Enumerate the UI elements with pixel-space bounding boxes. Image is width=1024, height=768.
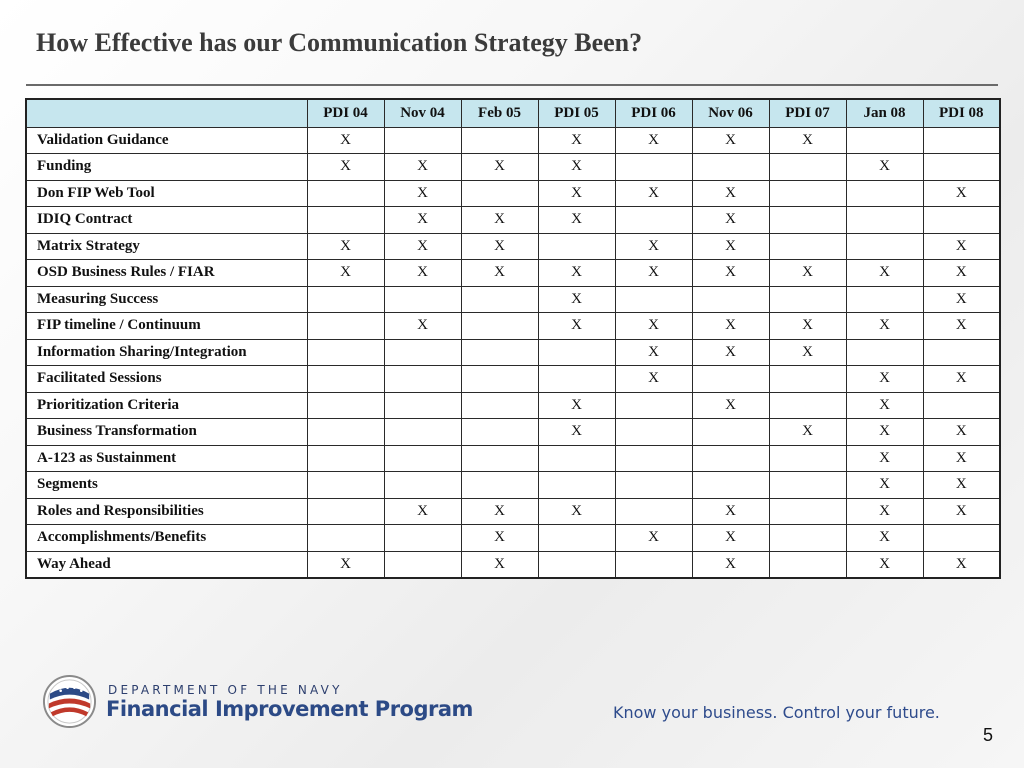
mark-cell: X: [923, 445, 1000, 472]
mark-cell: X: [923, 286, 1000, 313]
slide-title: How Effective has our Communication Strategy Been?: [36, 28, 643, 57]
table-row: [26, 127, 1000, 154]
column-header: Nov 04: [384, 99, 461, 127]
table-row: [26, 419, 1000, 446]
mark-cell: [692, 472, 769, 499]
mark-cell: [769, 498, 846, 525]
mark-cell: [307, 207, 384, 234]
table-row: [26, 313, 1000, 340]
mark-cell: X: [846, 419, 923, 446]
mark-cell: X: [307, 154, 384, 181]
mark-cell: X: [923, 498, 1000, 525]
table-row: [26, 525, 1000, 552]
mark-cell: X: [615, 525, 692, 552]
row-label: Roles and Responsibilities: [26, 498, 307, 525]
mark-cell: [615, 419, 692, 446]
mark-cell: X: [692, 127, 769, 154]
mark-cell: [923, 525, 1000, 552]
mark-cell: [384, 445, 461, 472]
row-label: Measuring Success: [26, 286, 307, 313]
mark-cell: [923, 207, 1000, 234]
mark-cell: [615, 445, 692, 472]
mark-cell: [307, 525, 384, 552]
mark-cell: [384, 551, 461, 578]
column-header: Feb 05: [461, 99, 538, 127]
mark-cell: [384, 127, 461, 154]
mark-cell: X: [538, 207, 615, 234]
row-label: Matrix Strategy: [26, 233, 307, 260]
mark-cell: [307, 419, 384, 446]
mark-cell: [538, 366, 615, 393]
mark-cell: [461, 419, 538, 446]
mark-cell: X: [692, 339, 769, 366]
mark-cell: [769, 392, 846, 419]
table-row: [26, 445, 1000, 472]
mark-cell: X: [384, 233, 461, 260]
mark-cell: [692, 445, 769, 472]
mark-cell: X: [461, 551, 538, 578]
mark-cell: X: [923, 180, 1000, 207]
mark-cell: [769, 525, 846, 552]
mark-cell: X: [384, 260, 461, 287]
table-row: [26, 233, 1000, 260]
mark-cell: [461, 366, 538, 393]
mark-cell: X: [538, 313, 615, 340]
mark-cell: [692, 286, 769, 313]
mark-cell: X: [538, 260, 615, 287]
mark-cell: X: [615, 260, 692, 287]
mark-cell: [615, 286, 692, 313]
mark-cell: X: [538, 154, 615, 181]
mark-cell: [461, 472, 538, 499]
header-corner-cell: [26, 99, 307, 127]
mark-cell: [461, 127, 538, 154]
mark-cell: X: [846, 525, 923, 552]
mark-cell: [615, 472, 692, 499]
mark-cell: [615, 392, 692, 419]
column-header: PDI 05: [538, 99, 615, 127]
mark-cell: X: [384, 180, 461, 207]
mark-cell: X: [307, 127, 384, 154]
mark-cell: X: [615, 233, 692, 260]
mark-cell: [769, 445, 846, 472]
mark-cell: X: [461, 498, 538, 525]
mark-cell: X: [846, 392, 923, 419]
mark-cell: X: [307, 233, 384, 260]
mark-cell: X: [384, 207, 461, 234]
mark-cell: [923, 392, 1000, 419]
mark-cell: X: [538, 286, 615, 313]
column-header: PDI 06: [615, 99, 692, 127]
row-label: FIP timeline / Continuum: [26, 313, 307, 340]
mark-cell: X: [384, 313, 461, 340]
mark-cell: [846, 339, 923, 366]
mark-cell: [692, 154, 769, 181]
row-label: Validation Guidance: [26, 127, 307, 154]
table-row: [26, 339, 1000, 366]
mark-cell: [461, 286, 538, 313]
row-label: Funding: [26, 154, 307, 181]
mark-cell: X: [692, 525, 769, 552]
mark-cell: X: [615, 339, 692, 366]
mark-cell: X: [846, 366, 923, 393]
table-row: [26, 207, 1000, 234]
mark-cell: [307, 472, 384, 499]
mark-cell: X: [769, 127, 846, 154]
mark-cell: X: [846, 498, 923, 525]
table-row: [26, 260, 1000, 287]
mark-cell: [538, 472, 615, 499]
mark-cell: X: [846, 445, 923, 472]
table-row: [26, 366, 1000, 393]
mark-cell: X: [384, 154, 461, 181]
mark-cell: X: [846, 472, 923, 499]
table-row: [26, 551, 1000, 578]
mark-cell: [538, 525, 615, 552]
header-row: [26, 99, 1000, 127]
mark-cell: [461, 313, 538, 340]
mark-cell: [307, 498, 384, 525]
row-label: Prioritization Criteria: [26, 392, 307, 419]
mark-cell: X: [846, 260, 923, 287]
mark-cell: X: [538, 419, 615, 446]
mark-cell: X: [307, 260, 384, 287]
mark-cell: X: [692, 180, 769, 207]
mark-cell: X: [923, 260, 1000, 287]
mark-cell: [769, 366, 846, 393]
table-row: [26, 472, 1000, 499]
mark-cell: X: [461, 154, 538, 181]
mark-cell: [692, 366, 769, 393]
mark-cell: X: [692, 207, 769, 234]
mark-cell: [615, 154, 692, 181]
mark-cell: X: [692, 313, 769, 340]
mark-cell: X: [769, 260, 846, 287]
column-header: PDI 04: [307, 99, 384, 127]
navy-fip-logo-icon: [42, 674, 97, 729]
mark-cell: [846, 286, 923, 313]
mark-cell: X: [538, 392, 615, 419]
row-label: Way Ahead: [26, 551, 307, 578]
row-label: Business Transformation: [26, 419, 307, 446]
mark-cell: [923, 154, 1000, 181]
mark-cell: [538, 551, 615, 578]
mark-cell: [461, 392, 538, 419]
mark-cell: X: [923, 313, 1000, 340]
mark-cell: X: [692, 392, 769, 419]
mark-cell: X: [692, 551, 769, 578]
mark-cell: [615, 551, 692, 578]
tagline: Know your business. Control your future.: [613, 703, 940, 722]
mark-cell: [846, 233, 923, 260]
mark-cell: [384, 525, 461, 552]
mark-cell: X: [461, 525, 538, 552]
mark-cell: [307, 445, 384, 472]
mark-cell: X: [461, 260, 538, 287]
mark-cell: [769, 472, 846, 499]
mark-cell: X: [769, 313, 846, 340]
row-label: IDIQ Contract: [26, 207, 307, 234]
table-row: [26, 498, 1000, 525]
mark-cell: [461, 445, 538, 472]
mark-cell: [769, 180, 846, 207]
mark-cell: [769, 207, 846, 234]
title-divider: [26, 84, 998, 86]
mark-cell: X: [923, 551, 1000, 578]
mark-cell: [307, 286, 384, 313]
mark-cell: X: [615, 127, 692, 154]
mark-cell: X: [538, 127, 615, 154]
mark-cell: [384, 419, 461, 446]
mark-cell: X: [615, 180, 692, 207]
mark-cell: [461, 180, 538, 207]
row-label: Facilitated Sessions: [26, 366, 307, 393]
mark-cell: X: [461, 207, 538, 234]
mark-cell: [846, 207, 923, 234]
table-row: [26, 286, 1000, 313]
mark-cell: [307, 366, 384, 393]
row-label: OSD Business Rules / FIAR: [26, 260, 307, 287]
table-row: [26, 154, 1000, 181]
communication-matrix-table: [25, 98, 1001, 579]
table-row: [26, 392, 1000, 419]
department-name: DEPARTMENT OF THE NAVY: [108, 683, 343, 697]
mark-cell: X: [461, 233, 538, 260]
table-row: [26, 180, 1000, 207]
mark-cell: [384, 339, 461, 366]
mark-cell: [384, 472, 461, 499]
mark-cell: [384, 392, 461, 419]
mark-cell: [769, 551, 846, 578]
mark-cell: X: [923, 366, 1000, 393]
mark-cell: [923, 127, 1000, 154]
mark-cell: [769, 154, 846, 181]
column-header: Nov 06: [692, 99, 769, 127]
column-header: PDI 08: [923, 99, 1000, 127]
row-label: Segments: [26, 472, 307, 499]
program-name: Financial Improvement Program: [106, 697, 473, 721]
mark-cell: X: [538, 180, 615, 207]
mark-cell: [615, 498, 692, 525]
column-header: PDI 07: [769, 99, 846, 127]
mark-cell: [307, 339, 384, 366]
mark-cell: X: [692, 498, 769, 525]
mark-cell: X: [692, 260, 769, 287]
mark-cell: X: [538, 498, 615, 525]
mark-cell: X: [307, 551, 384, 578]
page-number: 5: [983, 725, 994, 745]
mark-cell: [769, 233, 846, 260]
mark-cell: [307, 180, 384, 207]
mark-cell: [384, 366, 461, 393]
row-label: A-123 as Sustainment: [26, 445, 307, 472]
mark-cell: X: [769, 419, 846, 446]
mark-cell: X: [923, 419, 1000, 446]
mark-cell: [615, 207, 692, 234]
mark-cell: [769, 286, 846, 313]
mark-cell: X: [769, 339, 846, 366]
mark-cell: [307, 313, 384, 340]
row-label: Accomplishments/Benefits: [26, 525, 307, 552]
mark-cell: [538, 233, 615, 260]
mark-cell: X: [846, 551, 923, 578]
mark-cell: [538, 445, 615, 472]
mark-cell: X: [615, 313, 692, 340]
mark-cell: X: [384, 498, 461, 525]
row-label: Don FIP Web Tool: [26, 180, 307, 207]
mark-cell: [692, 419, 769, 446]
mark-cell: [846, 127, 923, 154]
row-label: Information Sharing/Integration: [26, 339, 307, 366]
mark-cell: [384, 286, 461, 313]
mark-cell: X: [615, 366, 692, 393]
column-header: Jan 08: [846, 99, 923, 127]
mark-cell: [461, 339, 538, 366]
mark-cell: [538, 339, 615, 366]
mark-cell: [307, 392, 384, 419]
mark-cell: X: [692, 233, 769, 260]
mark-cell: X: [923, 233, 1000, 260]
mark-cell: X: [923, 472, 1000, 499]
mark-cell: X: [846, 154, 923, 181]
mark-cell: X: [846, 313, 923, 340]
mark-cell: [923, 339, 1000, 366]
mark-cell: [846, 180, 923, 207]
